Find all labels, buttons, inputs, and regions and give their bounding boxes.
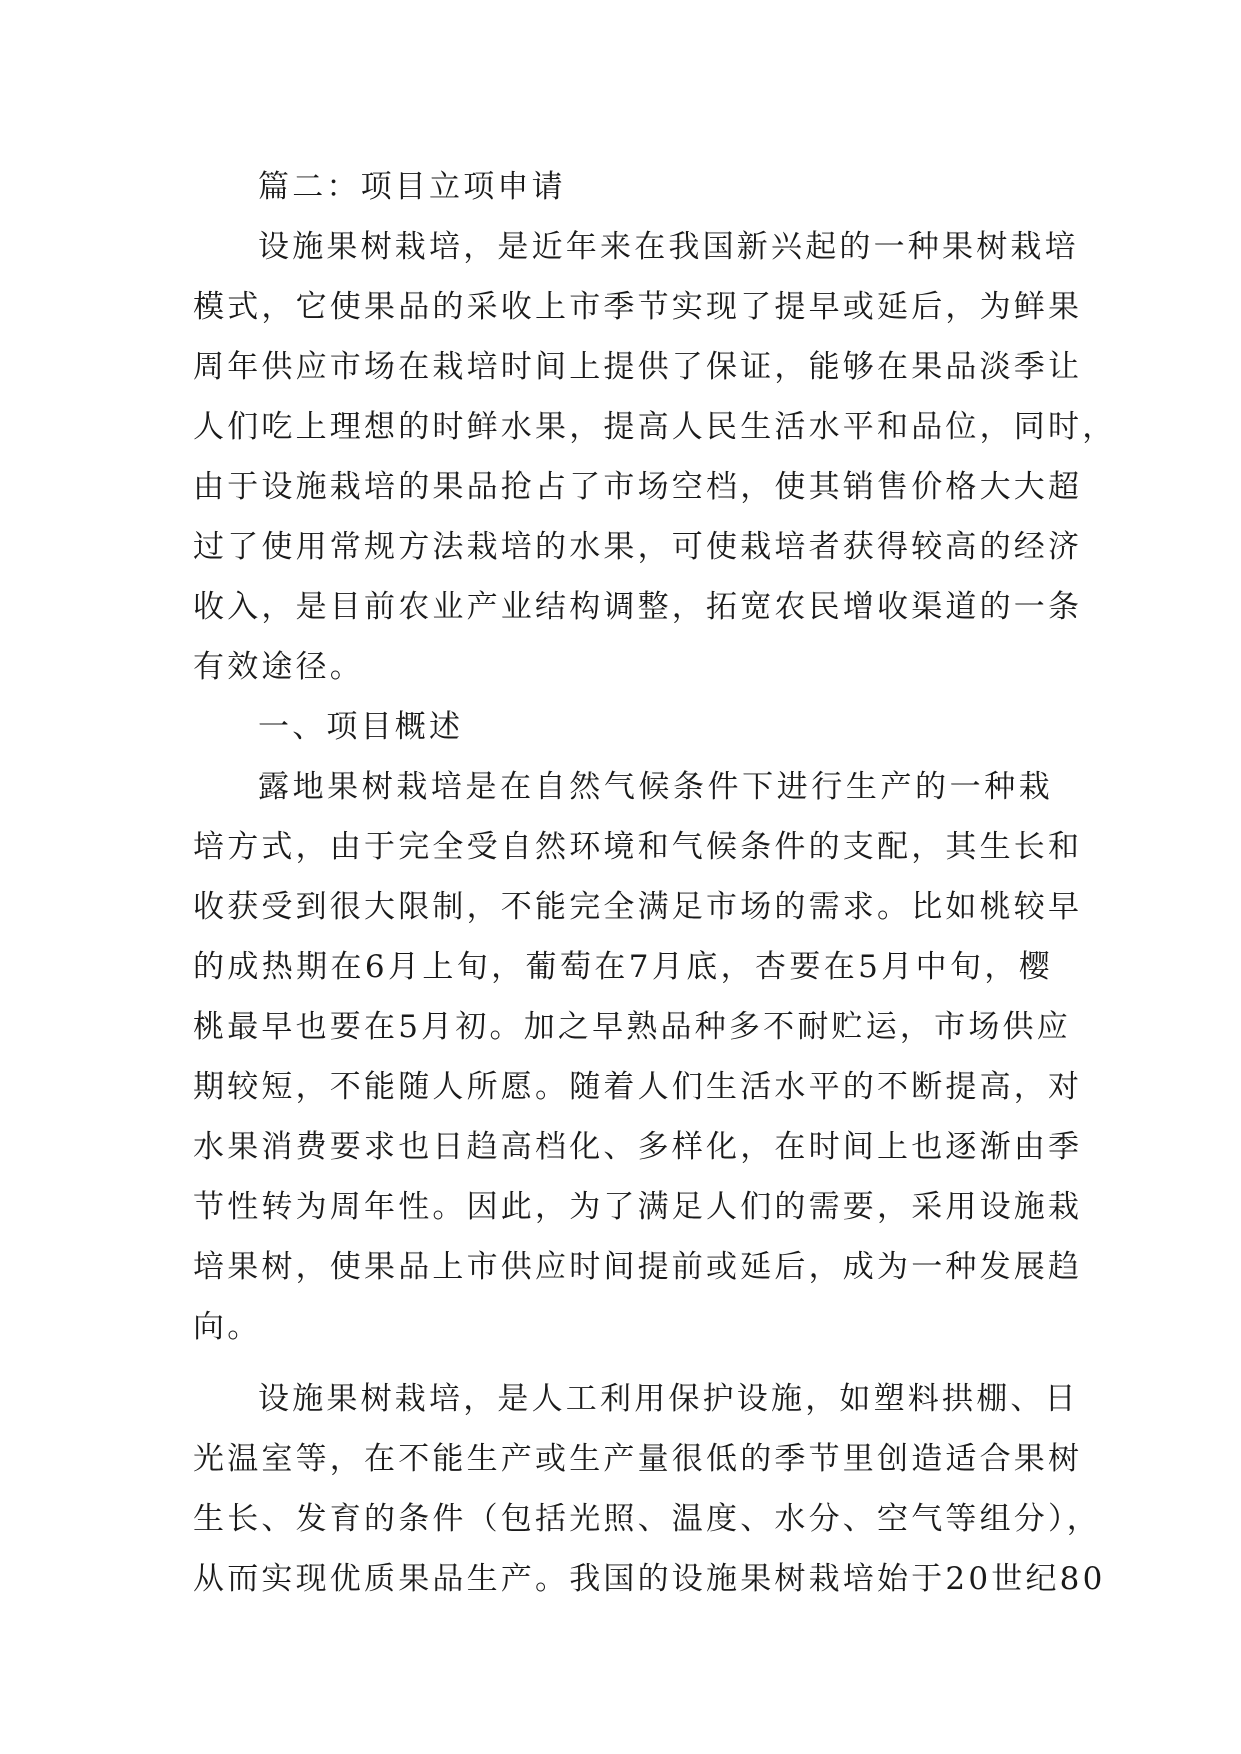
paragraph-line: 露地果树栽培是在自然气候条件下进行生产的一种栽: [258, 769, 1053, 805]
paragraph-line: 桃最早也要在5月初。加之早熟品种多不耐贮运，市场供应: [193, 1009, 1071, 1045]
paragraph-line: 节性转为周年性。因此，为了满足人们的需要，采用设施栽: [193, 1189, 1083, 1225]
paragraph-line: 人们吃上理想的时鲜水果，提高人民生活水平和品位，同时，: [193, 409, 1117, 445]
paragraph-line: 收获受到很大限制，不能完全满足市场的需求。比如桃较早: [193, 889, 1083, 925]
paragraph-line: 水果消费要求也日趋高档化、多样化，在时间上也逐渐由季: [193, 1129, 1083, 1165]
paragraph-line: 的成热期在6月上旬，葡萄在7月底，杏要在5月中旬，樱: [193, 949, 1053, 985]
document-body: [193, 157, 1117, 1609]
paragraph-line: 培方式，由于完全受自然环境和气候条件的支配，其生长和: [193, 829, 1083, 865]
section-title: 一、项目概述: [258, 709, 464, 745]
paragraph-line: 过了使用常规方法栽培的水果，可使栽培者获得较高的经济: [193, 529, 1083, 565]
paragraph-line: 模式，它使果品的采收上市季节实现了提早或延后，为鲜果: [193, 289, 1083, 325]
paragraph-line: 光温室等，在不能生产或生产量很低的季节里创造适合果树: [193, 1441, 1083, 1477]
document-heading: 篇二：项目立项申请: [258, 169, 566, 205]
paragraph-overview: [193, 757, 1083, 1357]
paragraph-line: 收入，是目前农业产业结构调整，拓宽农民增收渠道的一条: [193, 589, 1083, 625]
paragraph-facilities: [193, 1369, 1106, 1609]
paragraph-line: 从而实现优质果品生产。我国的设施果树栽培始于20世纪80: [193, 1561, 1106, 1597]
paragraph-line: 设施果树栽培，是人工利用保护设施，如塑料拱棚、日: [258, 1381, 1079, 1417]
paragraph-intro: [193, 217, 1117, 697]
paragraph-line: 培果树，使果品上市供应时间提前或延后，成为一种发展趋: [193, 1249, 1083, 1285]
paragraph-line: 期较短，不能随人所愿。随着人们生活水平的不断提高，对: [193, 1069, 1083, 1105]
paragraph-line: 由于设施栽培的果品抢占了市场空档，使其销售价格大大超: [193, 469, 1083, 505]
paragraph-line: 有效途径。: [193, 649, 364, 685]
paragraph-line: 设施果树栽培，是近年来在我国新兴起的一种果树栽培: [258, 229, 1079, 265]
paragraph-line: 生长、发育的条件（包括光照、温度、水分、空气等组分），: [193, 1501, 1101, 1537]
paragraph-line: 周年供应市场在栽培时间上提供了保证，能够在果品淡季让: [193, 349, 1083, 385]
paragraph-line: 向。: [193, 1309, 262, 1345]
